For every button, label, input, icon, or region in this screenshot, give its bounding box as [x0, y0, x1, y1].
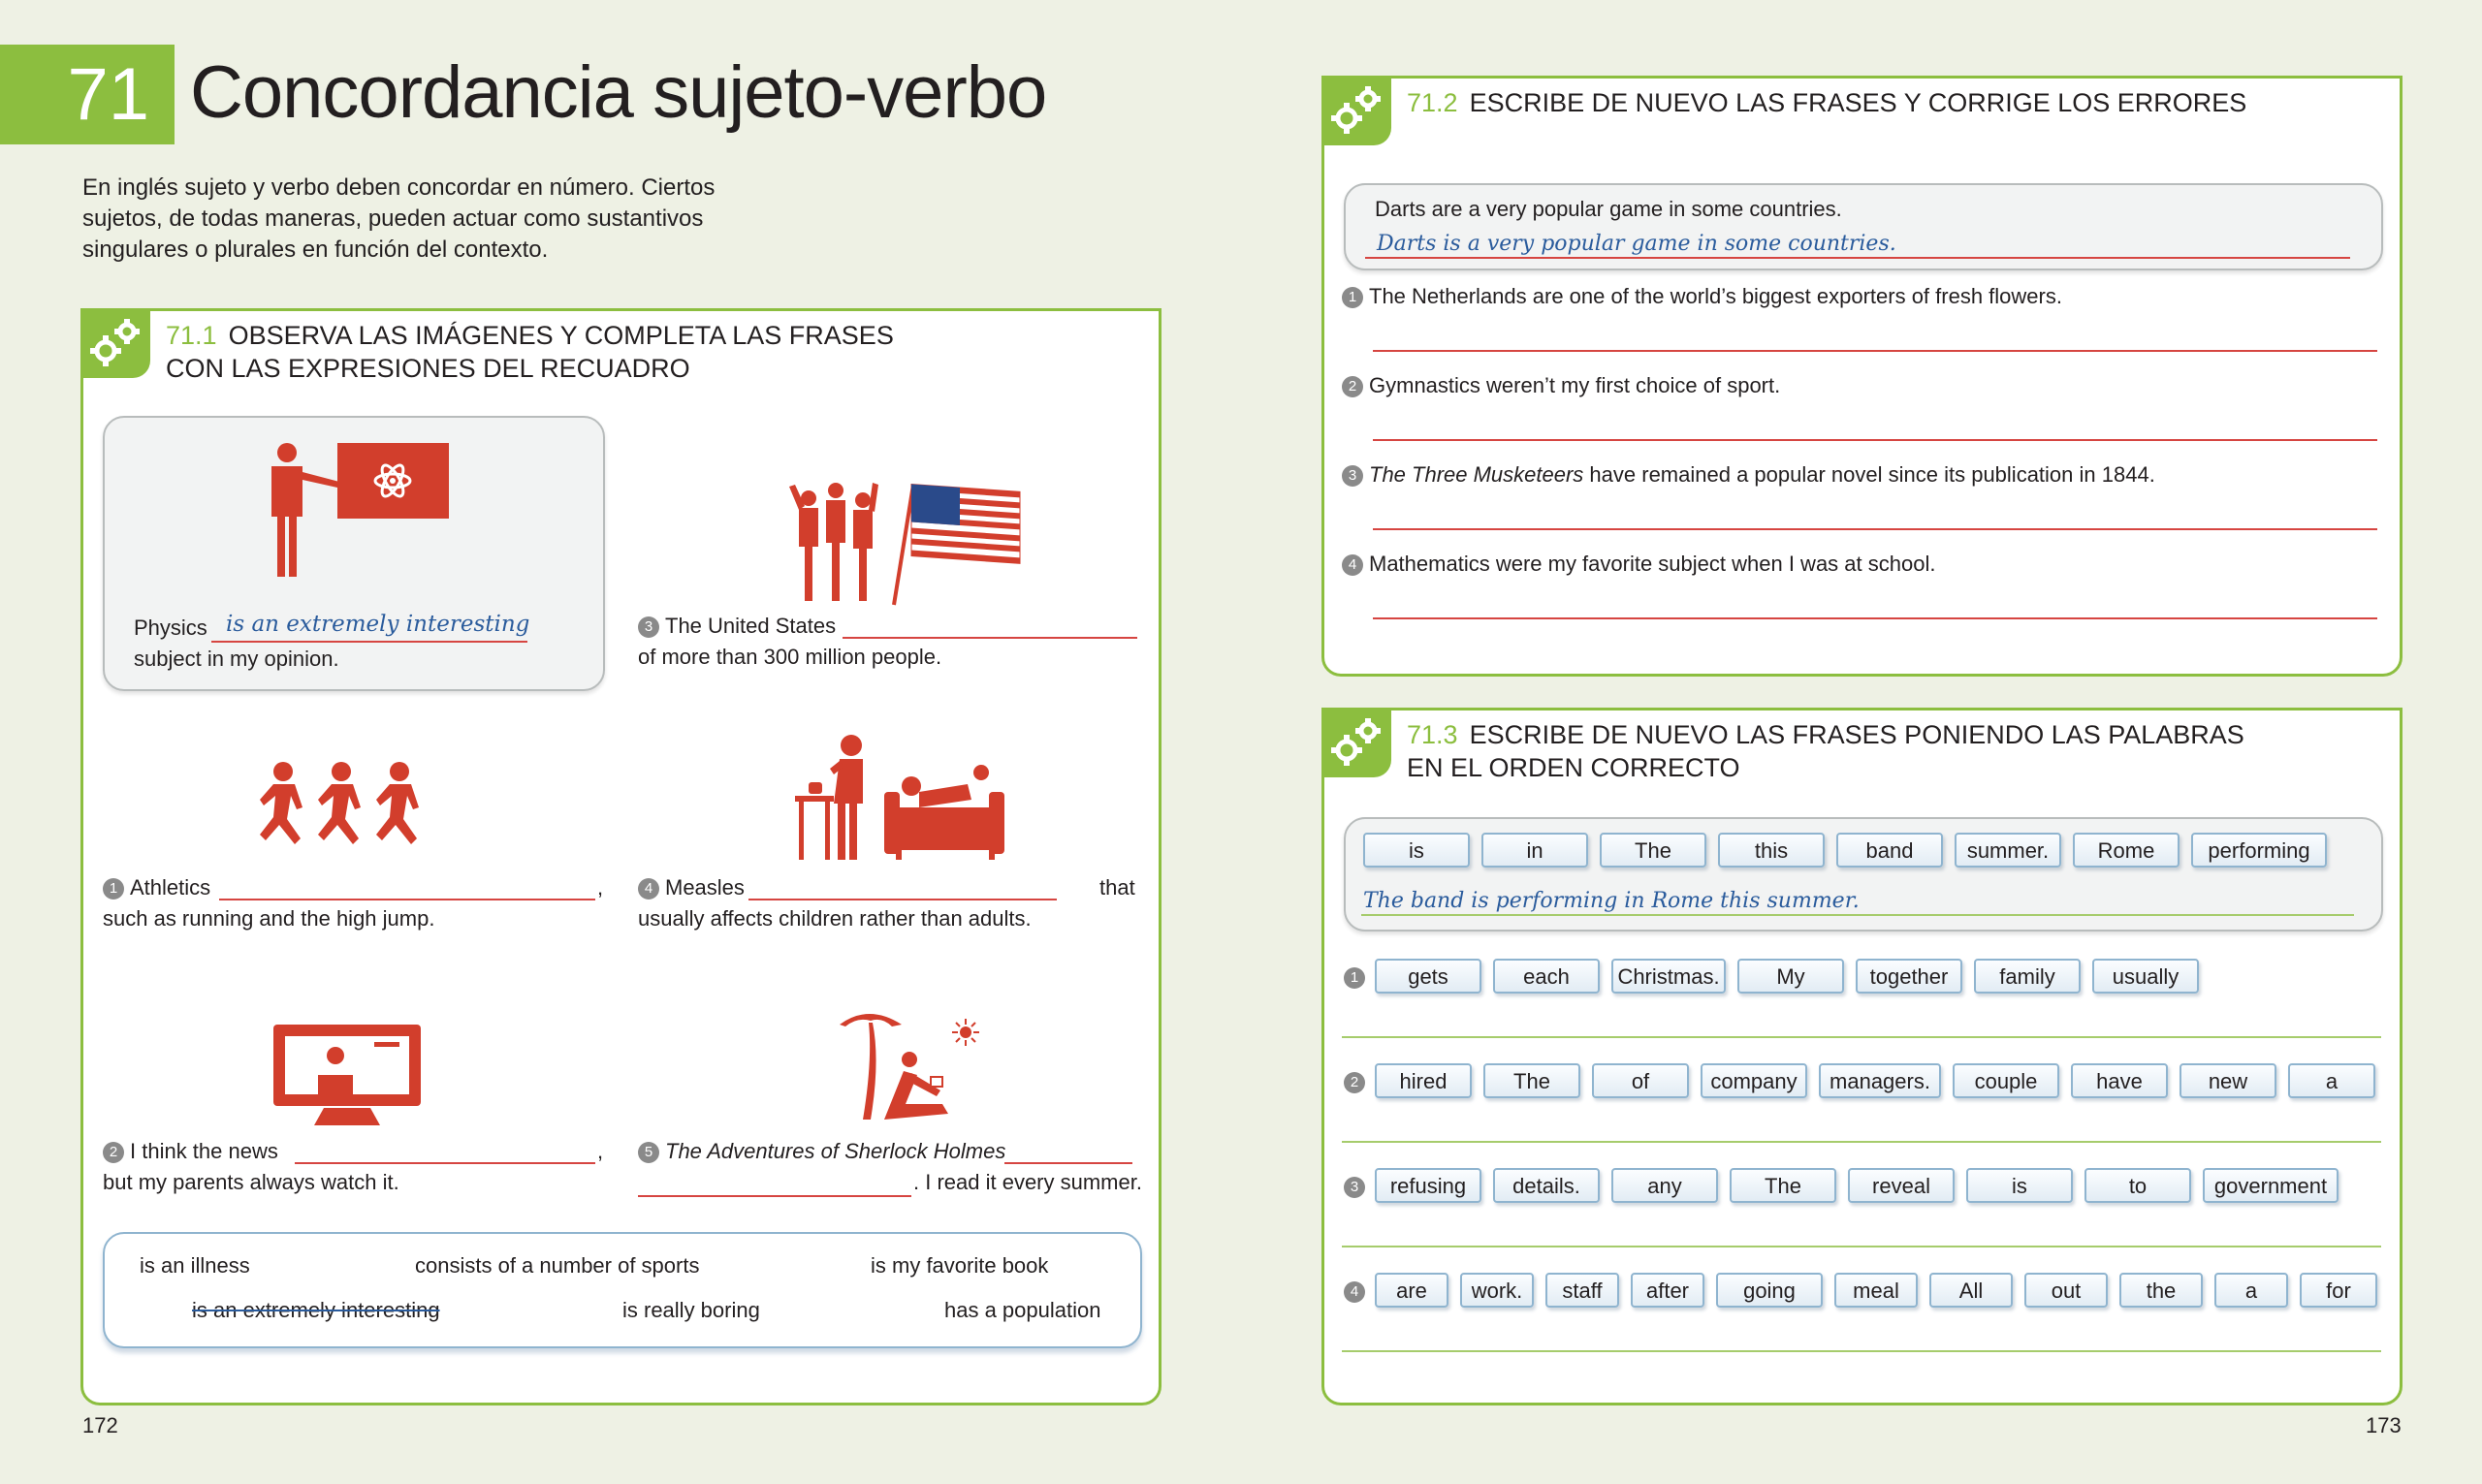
- example-box: [1344, 817, 2383, 931]
- word-tile: staff: [1545, 1273, 1619, 1308]
- word-tile: All: [1929, 1273, 2013, 1308]
- item-number: 5: [638, 1142, 659, 1163]
- word-tile: is: [1966, 1168, 2073, 1203]
- word-tile: a: [2288, 1063, 2375, 1098]
- unit-number-badge: [0, 45, 175, 144]
- item-1-line1: [103, 871, 210, 903]
- item-3-line2: of more than 300 million people.: [638, 645, 942, 669]
- sick-child-sofa-icon: [795, 728, 1008, 864]
- unit-title: Concordancia sujeto-verbo: [190, 51, 1047, 134]
- word-bank: [103, 1232, 1142, 1348]
- word-tile: out: [2024, 1273, 2108, 1308]
- item-italic-title: The Three Musketeers: [1369, 462, 1584, 487]
- word-tile: The: [1483, 1063, 1580, 1098]
- item-3: [1342, 458, 2155, 490]
- word-bank-phrase: is really boring: [622, 1298, 760, 1322]
- word-tile: couple: [1953, 1063, 2059, 1098]
- word-tile: each: [1493, 959, 1600, 994]
- item-before: Measles: [665, 875, 745, 900]
- item-number: 3: [1342, 465, 1363, 487]
- heading-line2: EN EL ORDEN CORRECTO: [1407, 753, 1740, 782]
- item-before: The United States: [665, 614, 837, 638]
- item-before: I think the news: [130, 1139, 278, 1163]
- item-4-line1: [638, 871, 745, 903]
- item-number: 3: [1344, 1177, 1365, 1198]
- word-tile: The: [1600, 833, 1706, 868]
- exercise-number: 71.3: [1407, 720, 1458, 749]
- item-2-line1: [103, 1135, 278, 1167]
- item-5-line1: [638, 1135, 1005, 1167]
- word-tile: any: [1611, 1168, 1718, 1203]
- item-text: have remained a popular novel since its publication in 1844.: [1583, 462, 2155, 487]
- item-number: 1: [1342, 287, 1363, 308]
- example-question: Darts are a very popular game in some countries.: [1375, 197, 1842, 221]
- word-tile: the: [2119, 1273, 2203, 1308]
- page-number-right: 173: [2366, 1413, 2402, 1437]
- item-number: 4: [1344, 1281, 1365, 1303]
- word-tile: new: [2180, 1063, 2276, 1098]
- item-1-line2: such as running and the high jump.: [103, 906, 435, 931]
- word-tile: government: [2203, 1168, 2339, 1203]
- item-2: [1342, 369, 1780, 401]
- beach-reader-icon: [830, 1007, 995, 1123]
- item-text: Mathematics were my favorite subject when I was at school.: [1369, 552, 1936, 576]
- gear-icon: [1321, 76, 1391, 145]
- exercise-number: 71.2: [1407, 88, 1458, 117]
- heading-line1: ESCRIBE DE NUEVO LAS FRASES PONIENDO LAS PALABRAS: [1469, 720, 2244, 749]
- item-number: 2: [103, 1142, 124, 1163]
- heading-line2: CON LAS EXPRESIONES DEL RECUADRO: [166, 354, 690, 383]
- page-number-left: 172: [82, 1413, 118, 1437]
- example-after: subject in my opinion.: [134, 647, 339, 671]
- word-tile: performing: [2191, 833, 2327, 868]
- intro-text: En inglés sujeto y verbo deben concordar en número. Ciertos sujetos, de todas maneras, pueden actuar como sustantivos singulares o plurales en función del contexto.: [82, 174, 716, 263]
- item-number: 2: [1344, 1072, 1365, 1093]
- word-tile: hired: [1375, 1063, 1472, 1098]
- item-before: Athletics: [130, 875, 211, 900]
- word-tile: meal: [1834, 1273, 1918, 1308]
- item-3-line1: [638, 610, 836, 642]
- runners-icon: [244, 757, 448, 864]
- exercise-heading: [1407, 86, 2246, 119]
- heading-line1: OBSERVA LAS IMÁGENES Y COMPLETA LAS FRASES: [228, 321, 894, 350]
- item-4-after-gap: that: [1099, 875, 1135, 900]
- word-tile: family: [1974, 959, 2081, 994]
- word-bank-phrase: is an illness: [140, 1253, 250, 1278]
- teacher-atom-board-icon: [260, 439, 454, 584]
- item-5-line2: . I read it every summer.: [913, 1170, 1142, 1194]
- example-answer: Darts is a very popular game in some countries.: [1377, 232, 1896, 256]
- item-text: The Netherlands are one of the world’s biggest exporters of fresh flowers.: [1369, 284, 2062, 308]
- word-tile: after: [1631, 1273, 1704, 1308]
- word-tile: a: [2214, 1273, 2288, 1308]
- example-before: Physics: [134, 616, 207, 640]
- word-tile: company: [1701, 1063, 1807, 1098]
- gear-icon: [1321, 708, 1391, 777]
- word-tile: work.: [1460, 1273, 1534, 1308]
- exercise-71-3-panel: [1321, 708, 2402, 1405]
- item-before: The Adventures of Sherlock Holmes: [665, 1139, 1006, 1163]
- example-box: [103, 416, 605, 691]
- word-tile: have: [2071, 1063, 2168, 1098]
- word-tile: together: [1856, 959, 1962, 994]
- word-tile: going: [1716, 1273, 1823, 1308]
- item-1: [1342, 280, 2062, 312]
- item-2-line2: but my parents always watch it.: [103, 1170, 399, 1194]
- word-tile: reveal: [1848, 1168, 1955, 1203]
- item-4-line2: usually affects children rather than adults.: [638, 906, 1032, 931]
- word-bank-phrase: is my favorite book: [871, 1253, 1049, 1278]
- word-tile: is: [1363, 833, 1470, 868]
- exercise-heading: [1407, 718, 2244, 784]
- word-tile: gets: [1375, 959, 1481, 994]
- word-tile: Christmas.: [1611, 959, 1726, 994]
- exercise-heading: [166, 319, 894, 385]
- example-answer: The band is performing in Rome this summer.: [1363, 889, 1860, 913]
- exercise-number: 71.1: [166, 321, 217, 350]
- word-tile: to: [2084, 1168, 2191, 1203]
- example-box: [1344, 183, 2383, 270]
- item-number: 4: [1342, 554, 1363, 576]
- example-answer: is an extremely interesting: [226, 612, 530, 637]
- exercise-71-2-panel: [1321, 76, 2402, 677]
- word-bank-phrase-used: is an extremely interesting: [192, 1298, 440, 1322]
- example-sentence: [134, 612, 207, 644]
- tv-presenter-icon: [268, 1019, 432, 1130]
- word-tile: this: [1718, 833, 1825, 868]
- item-number: 2: [1342, 376, 1363, 397]
- item-text: Gymnastics weren’t my first choice of sport.: [1369, 373, 1781, 397]
- word-bank-phrase: consists of a number of sports: [415, 1253, 700, 1278]
- unit-number: 71: [67, 53, 149, 136]
- word-tile: Rome: [2073, 833, 2180, 868]
- word-tile: usually: [2092, 959, 2199, 994]
- item-number: 3: [638, 616, 659, 638]
- item-number: 4: [638, 878, 659, 900]
- crowd-flag-icon: [780, 471, 1022, 607]
- word-tile: of: [1592, 1063, 1689, 1098]
- word-tile: managers.: [1819, 1063, 1941, 1098]
- word-tile: for: [2300, 1273, 2377, 1308]
- word-tile: band: [1836, 833, 1943, 868]
- word-tile: refusing: [1375, 1168, 1481, 1203]
- word-tile: are: [1375, 1273, 1448, 1308]
- item-2-after-gap: ,: [597, 1139, 604, 1163]
- word-tile: summer.: [1955, 833, 2061, 868]
- item-number: 1: [103, 878, 124, 900]
- word-tile: My: [1737, 959, 1844, 994]
- item-4: [1342, 548, 1935, 580]
- heading: ESCRIBE DE NUEVO LAS FRASES Y CORRIGE LOS ERRORES: [1469, 88, 2247, 117]
- word-tile: in: [1481, 833, 1588, 868]
- word-tile: The: [1730, 1168, 1836, 1203]
- word-bank-phrase: has a population: [944, 1298, 1101, 1322]
- word-tile: details.: [1493, 1168, 1600, 1203]
- exercise-71-1-panel: [80, 308, 1161, 1405]
- item-number: 1: [1344, 967, 1365, 989]
- item-1-after-gap: ,: [597, 875, 604, 900]
- gear-icon: [80, 308, 150, 378]
